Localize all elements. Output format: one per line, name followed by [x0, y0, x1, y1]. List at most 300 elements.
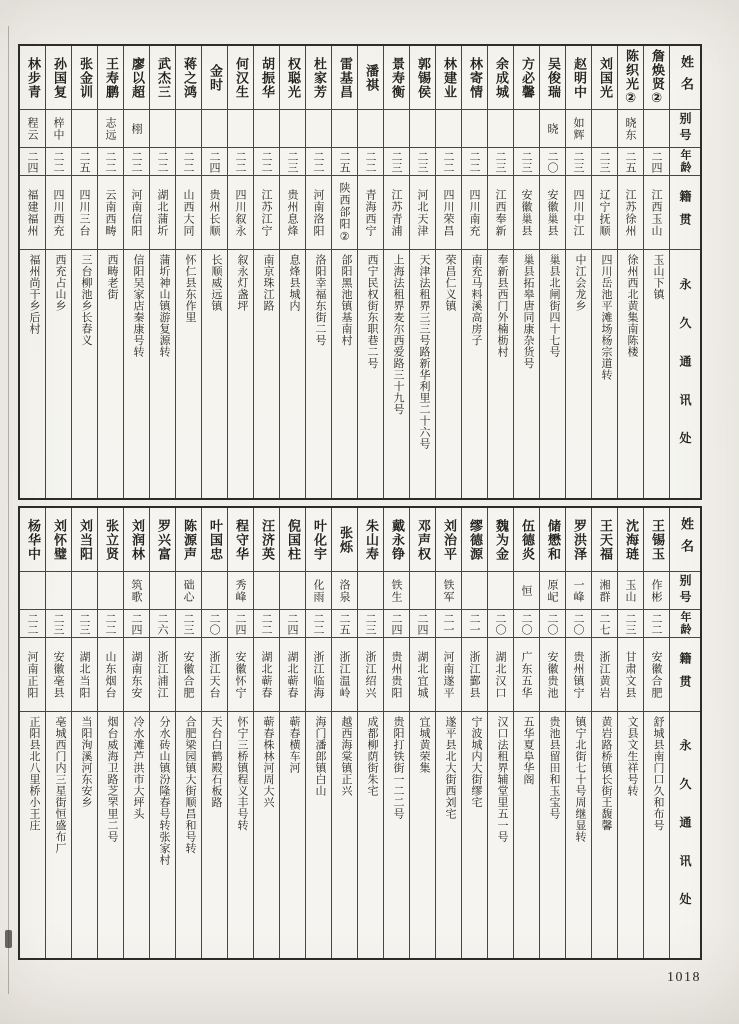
entry-origin: 湖南东安 — [124, 638, 149, 712]
entry-name: 杨华中 — [20, 508, 45, 572]
entry-alias: 一峰 — [566, 572, 591, 610]
entry-age: 二三 — [618, 610, 643, 638]
entry-origin: 福建福州 — [20, 176, 45, 250]
directory-entry-column — [358, 46, 384, 498]
entry-alias — [176, 110, 201, 148]
entry-age: 二三 — [176, 610, 201, 638]
directory-entry-column — [98, 46, 124, 498]
directory-entry-column — [306, 46, 332, 498]
entry-name: 詹焕贤② — [644, 46, 669, 110]
entry-age: 二四 — [280, 610, 305, 638]
entry-alias — [72, 572, 97, 610]
entry-alias — [462, 572, 487, 610]
directory-entry-column — [332, 508, 358, 958]
entry-address: 西畴老街 — [106, 254, 119, 300]
entry-name: 孙国复 — [46, 46, 71, 110]
header-alias-label: 别号 — [670, 572, 700, 610]
entry-alias: 化雨 — [306, 572, 331, 610]
entry-name: 叶化宇 — [306, 508, 331, 572]
entry-age: 二五 — [72, 148, 97, 176]
directory-entry-column — [566, 508, 592, 958]
header-address-label: 永久通讯处 — [678, 278, 692, 470]
entry-origin: 贵州长顺 — [202, 176, 227, 250]
entry-alias — [410, 572, 435, 610]
entry-origin: 湖北蒲圻 — [150, 176, 175, 250]
entry-alias — [46, 572, 71, 610]
entry-origin: 浙江黄岩 — [592, 638, 617, 712]
entry-address: 天台白鹤殿石板路 — [210, 716, 223, 808]
directory-entry-column — [176, 46, 202, 498]
entry-address: 蕲春横车河 — [288, 716, 301, 774]
entry-origin: 江苏江宁 — [254, 176, 279, 250]
page-number: 1018 — [667, 970, 701, 985]
entry-age: 二四 — [410, 610, 435, 638]
entry-origin: 江西奉新 — [488, 176, 513, 250]
entry-name: 罗洪泽 — [566, 508, 591, 572]
entry-age: 二四 — [202, 148, 227, 176]
entry-age: 二〇 — [488, 610, 513, 638]
entry-origin: 安徽怀宁 — [228, 638, 253, 712]
entry-name: 林步青 — [20, 46, 45, 110]
entry-address: 奉新县西门外楠枥村 — [496, 254, 509, 358]
directory-entry-column — [124, 508, 150, 958]
entry-address: 烟台威海卫路芝罘里二号 — [106, 716, 119, 843]
entry-name: 权聪光 — [280, 46, 305, 110]
directory-entry-column — [540, 46, 566, 498]
entry-address: 越西海棠镇正兴 — [340, 716, 353, 797]
entry-origin: 青海西宁 — [358, 176, 383, 250]
entry-alias — [410, 110, 435, 148]
entry-address: 黄岩路桥镇长街王馥馨 — [600, 716, 613, 831]
entry-name: 武杰三 — [150, 46, 175, 110]
entry-alias — [280, 572, 305, 610]
entry-address: 分水砖山镇汾隆春号转张家村 — [158, 716, 171, 866]
entry-origin: 河北天津 — [410, 176, 435, 250]
entry-address: 信阳吴家店秦康号转 — [132, 254, 145, 358]
directory-entry-column — [228, 46, 254, 498]
header-name-label: 姓名 — [670, 508, 700, 572]
entry-age: 二三 — [46, 610, 71, 638]
entry-alias — [20, 572, 45, 610]
entry-name: 杜家芳 — [306, 46, 331, 110]
directory-entry-column — [592, 508, 618, 958]
entry-alias — [306, 110, 331, 148]
entry-age: 二一 — [462, 610, 487, 638]
entry-origin: 四川荣昌 — [436, 176, 461, 250]
entry-origin: 安徽合肥 — [644, 638, 669, 712]
entry-origin: 贵州息烽 — [280, 176, 305, 250]
entry-address: 舒城县南门口久和布号 — [652, 716, 665, 831]
entry-alias — [332, 110, 357, 148]
entry-name: 雷基昌 — [332, 46, 357, 110]
entry-name: 余成城 — [488, 46, 513, 110]
header-address-label: 永久通讯处 — [678, 739, 692, 931]
entry-address: 当阳洵溪河东安乡 — [80, 716, 93, 808]
entry-alias: 恒 — [514, 572, 539, 610]
entry-age: 二一 — [436, 610, 461, 638]
entry-origin: 贵州贵阳 — [384, 638, 409, 712]
entry-origin: 广东五华 — [514, 638, 539, 712]
entry-address: 合肥梁园镇大街顺昌和号转 — [184, 716, 197, 854]
entry-address: 玉山下镇 — [652, 254, 665, 300]
entry-age: 二二 — [176, 148, 201, 176]
entry-alias: 原屺 — [540, 572, 565, 610]
entry-name: 王寿鹏 — [98, 46, 123, 110]
entry-name: 王锡玉 — [644, 508, 669, 572]
entry-alias: 晓 — [540, 110, 565, 148]
entry-alias: 筑歌 — [124, 572, 149, 610]
entry-origin: 湖北蕲春 — [254, 638, 279, 712]
directory-entry-column — [384, 46, 410, 498]
entry-alias: 作彬 — [644, 572, 669, 610]
entry-alias: 础心 — [176, 572, 201, 610]
entry-age: 二三 — [72, 610, 97, 638]
directory-entry-column — [436, 508, 462, 958]
header-origin-label: 籍贯 — [670, 638, 700, 712]
entry-address: 冷水滩芦洪市大坪头 — [132, 716, 145, 820]
entry-name: 刘当阳 — [72, 508, 97, 572]
entry-age: 二二 — [306, 610, 331, 638]
entry-alias: 栩 — [124, 110, 149, 148]
header-age-label: 年龄 — [670, 610, 700, 638]
entry-age: 二二 — [98, 148, 123, 176]
entry-name: 朱山寿 — [358, 508, 383, 572]
entry-age: 二四 — [644, 148, 669, 176]
directory-entry-column — [20, 508, 46, 958]
entry-address: 息烽县城内 — [288, 254, 301, 312]
entry-address: 海门潘郎镇白山 — [314, 716, 327, 797]
entry-name: 蒋之鸿 — [176, 46, 201, 110]
entry-alias — [488, 572, 513, 610]
entry-origin: 浙江浦江 — [150, 638, 175, 712]
entry-name: 陈源声 — [176, 508, 201, 572]
directory-entry-column — [410, 46, 436, 498]
entry-name: 赵明中 — [566, 46, 591, 110]
entry-age: 二三 — [592, 148, 617, 176]
entry-address: 四川岳池平滩场杨宗道转 — [600, 254, 613, 381]
entry-origin: 河南信阳 — [124, 176, 149, 250]
entry-name: 叶国忠 — [202, 508, 227, 572]
entry-alias: 洛泉 — [332, 572, 357, 610]
directory-entry-column — [150, 508, 176, 958]
entry-alias — [98, 572, 123, 610]
directory-entry-column — [202, 46, 228, 498]
entry-origin: 江苏青浦 — [384, 176, 409, 250]
entry-alias — [644, 110, 669, 148]
entry-name: 汪济英 — [254, 508, 279, 572]
entry-age: 二三 — [488, 148, 513, 176]
directory-entry-column — [150, 46, 176, 498]
entry-name: 刘怀璧 — [46, 508, 71, 572]
entry-name: 林建业 — [436, 46, 461, 110]
entry-origin: 四川三台 — [72, 176, 97, 250]
entry-alias — [202, 572, 227, 610]
entry-age: 二五 — [618, 148, 643, 176]
entry-address: 正阳县北八里桥小王庄 — [28, 716, 41, 831]
entry-address: 贵池县留田和玉宝号 — [548, 716, 561, 820]
entry-address: 长顺威远镇 — [210, 254, 223, 312]
entry-age: 二三 — [384, 148, 409, 176]
entry-age: 二二 — [254, 610, 279, 638]
entry-origin: 山西大同 — [176, 176, 201, 250]
directory-entry-column — [254, 508, 280, 958]
directory-entry-column — [436, 46, 462, 498]
entry-name: 景寿衡 — [384, 46, 409, 110]
entry-age: 二二 — [98, 610, 123, 638]
entry-origin: 湖北当阳 — [72, 638, 97, 712]
entry-alias — [254, 110, 279, 148]
entry-address: 中江会龙乡 — [574, 254, 587, 312]
entry-address: 怀宁三桥镇程义丰号转 — [236, 716, 249, 831]
entry-origin: 浙江天台 — [202, 638, 227, 712]
entry-alias: 秀峰 — [228, 572, 253, 610]
entry-address: 上海法租界麦尔西爱路三十九号 — [392, 254, 405, 415]
entry-origin: 安徽巢县 — [514, 176, 539, 250]
entry-alias — [150, 110, 175, 148]
entry-age: 二〇 — [202, 610, 227, 638]
entry-origin: 四川西充 — [46, 176, 71, 250]
entry-address: 徐州西北黄集南陈楼 — [626, 254, 639, 358]
entry-age: 二二 — [254, 148, 279, 176]
entry-age: 二二 — [436, 148, 461, 176]
entry-alias — [436, 110, 461, 148]
entry-origin: 陕西郃阳② — [332, 176, 357, 250]
entry-address: 蕲春株林河周大兴 — [262, 716, 275, 808]
directory-entry-column — [72, 508, 98, 958]
entry-name: 沈海琏 — [618, 508, 643, 572]
entry-address: 三台柳池乡长春义 — [80, 254, 93, 346]
entry-origin: 湖北蕲春 — [280, 638, 305, 712]
entry-address: 南京珠江路 — [262, 254, 275, 312]
entry-address: 贵阳打铁街一二二号 — [392, 716, 405, 820]
entry-age: 二二 — [228, 148, 253, 176]
entry-address: 福州尚干乡后村 — [28, 254, 41, 335]
scan-smudge-artifact — [5, 930, 12, 948]
entry-age: 二二 — [20, 610, 45, 638]
entry-name: 胡振华 — [254, 46, 279, 110]
entry-age: 二二 — [358, 148, 383, 176]
entry-origin: 甘肃文县 — [618, 638, 643, 712]
entry-address: 南充马料溪高房子 — [470, 254, 483, 346]
entry-origin: 湖北宜城 — [410, 638, 435, 712]
entry-name: 刘治平 — [436, 508, 461, 572]
directory-entry-column — [644, 46, 670, 498]
entry-alias: 志远 — [98, 110, 123, 148]
entry-age: 二三 — [514, 148, 539, 176]
entry-age: 二四 — [20, 148, 45, 176]
table-header-column — [670, 508, 700, 958]
entry-alias — [358, 110, 383, 148]
entry-age: 二二 — [150, 148, 175, 176]
entry-address: 亳城西门内三星街恒盛布厂 — [54, 716, 67, 854]
entry-origin: 安徽合肥 — [176, 638, 201, 712]
entry-origin: 安徽贵池 — [540, 638, 565, 712]
entry-name: 林寄情 — [462, 46, 487, 110]
header-origin-label: 籍贯 — [670, 176, 700, 250]
directory-entry-column — [384, 508, 410, 958]
entry-name: 金时 — [202, 46, 227, 110]
entry-age: 二二 — [124, 148, 149, 176]
entry-origin: 云南西畴 — [98, 176, 123, 250]
entry-alias: 铁生 — [384, 572, 409, 610]
entry-name: 郭锡侯 — [410, 46, 435, 110]
directory-entry-column — [98, 508, 124, 958]
entry-origin: 四川中江 — [566, 176, 591, 250]
directory-entry-column — [306, 508, 332, 958]
entry-age: 二三 — [410, 148, 435, 176]
entry-address: 西充占山乡 — [54, 254, 67, 312]
entry-origin: 浙江鄞县 — [462, 638, 487, 712]
directory-entry-column — [618, 508, 644, 958]
entry-age: 二三 — [358, 610, 383, 638]
entry-alias: 晓东 — [618, 110, 643, 148]
entry-name: 何汉生 — [228, 46, 253, 110]
entry-name: 倪国柱 — [280, 508, 305, 572]
entry-alias: 玉山 — [618, 572, 643, 610]
entry-origin: 安徽亳县 — [46, 638, 71, 712]
header-name-label: 姓名 — [670, 46, 700, 110]
header-alias-label: 别号 — [670, 110, 700, 148]
entry-address: 西宁民权街东职巷二号 — [366, 254, 379, 369]
entry-age: 二〇 — [540, 148, 565, 176]
entry-age: 二六 — [150, 610, 175, 638]
entry-origin: 江西玉山 — [644, 176, 669, 250]
entry-name: 程守华 — [228, 508, 253, 572]
entry-name: 刘润林 — [124, 508, 149, 572]
entry-origin: 湖北汉口 — [488, 638, 513, 712]
entry-origin: 四川南充 — [462, 176, 487, 250]
directory-entry-column — [46, 46, 72, 498]
entry-age: 二五 — [332, 610, 357, 638]
table-header-column — [670, 46, 700, 498]
entry-name: 魏为金 — [488, 508, 513, 572]
directory-entry-column — [72, 46, 98, 498]
entry-age: 二三 — [280, 148, 305, 176]
entry-origin: 河南遂平 — [436, 638, 461, 712]
entry-origin: 四川叙永 — [228, 176, 253, 250]
entry-age: 二二 — [644, 610, 669, 638]
directory-entry-column — [202, 508, 228, 958]
directory-entry-column — [228, 508, 254, 958]
entry-name: 吴俊瑞 — [540, 46, 565, 110]
entry-age: 二五 — [332, 148, 357, 176]
entry-name: 缪德源 — [462, 508, 487, 572]
entry-age: 二四 — [124, 610, 149, 638]
entry-address: 蒲圻神山镇游复源转 — [158, 254, 171, 358]
entry-address: 叙永灯盏坪 — [236, 254, 249, 312]
entry-age: 二〇 — [566, 610, 591, 638]
entry-alias — [358, 572, 383, 610]
entry-alias — [280, 110, 305, 148]
entry-name: 方必馨 — [514, 46, 539, 110]
directory-entry-column — [280, 46, 306, 498]
entry-origin: 浙江温岭 — [332, 638, 357, 712]
entry-name: 陈织光② — [618, 46, 643, 110]
entry-address: 文县文生祥号转 — [626, 716, 639, 797]
entry-name: 刘国光 — [592, 46, 617, 110]
directory-entry-column — [462, 46, 488, 498]
entry-alias — [202, 110, 227, 148]
directory-entry-column — [46, 508, 72, 958]
entry-address: 郃阳黑池镇基南村 — [340, 254, 353, 346]
directory-entry-column — [410, 508, 436, 958]
entry-name: 廖以超 — [124, 46, 149, 110]
entry-name: 邓声权 — [410, 508, 435, 572]
directory-entry-column — [488, 46, 514, 498]
entry-origin: 安徽巢县 — [540, 176, 565, 250]
entry-address: 怀仁县东作里 — [184, 254, 197, 323]
entry-age: 二〇 — [514, 610, 539, 638]
directory-entry-column — [462, 508, 488, 958]
entry-address: 天津法租界三三号路新华利里二十六号 — [418, 254, 431, 450]
entry-address: 荣昌仁义镇 — [444, 254, 457, 312]
entry-age: 二七 — [592, 610, 617, 638]
directory-entry-column — [124, 46, 150, 498]
directory-entry-column — [514, 46, 540, 498]
entry-age: 二二 — [306, 148, 331, 176]
entry-age: 二四 — [384, 610, 409, 638]
entry-alias: 梓中 — [46, 110, 71, 148]
scan-edge-artifact — [8, 26, 9, 994]
directory-entry-column — [540, 508, 566, 958]
entry-name: 戴永铮 — [384, 508, 409, 572]
directory-entry-column — [592, 46, 618, 498]
entry-alias — [488, 110, 513, 148]
directory-entry-column — [514, 508, 540, 958]
entry-origin: 辽宁抚顺 — [592, 176, 617, 250]
entry-address: 宜城黄荣集 — [418, 716, 431, 774]
entry-name: 张金训 — [72, 46, 97, 110]
directory-entry-column — [566, 46, 592, 498]
entry-alias: 湘群 — [592, 572, 617, 610]
entry-age: 二二 — [46, 148, 71, 176]
entry-alias — [150, 572, 175, 610]
entry-alias — [384, 110, 409, 148]
directory-entry-column — [332, 46, 358, 498]
entry-alias — [228, 110, 253, 148]
entry-age: 二三 — [566, 148, 591, 176]
entry-origin: 河南正阳 — [20, 638, 45, 712]
directory-entry-column — [20, 46, 46, 498]
entry-origin: 山东烟台 — [98, 638, 123, 712]
entry-name: 罗兴富 — [150, 508, 175, 572]
entry-address: 巢县拓皋唐同康杂货号 — [522, 254, 535, 369]
entry-origin: 浙江绍兴 — [358, 638, 383, 712]
directory-table-top — [18, 44, 702, 500]
entry-origin: 浙江临海 — [306, 638, 331, 712]
entry-name: 伍德炎 — [514, 508, 539, 572]
entry-name: 张立贤 — [98, 508, 123, 572]
entry-origin: 河南洛阳 — [306, 176, 331, 250]
header-age-label: 年龄 — [670, 148, 700, 176]
entry-address: 宁波城内大街缪宅 — [470, 716, 483, 808]
entry-address: 汉口法租界辅堂里五一号 — [496, 716, 509, 843]
directory-entry-column — [358, 508, 384, 958]
entry-address: 巢县北闸街四十七号 — [548, 254, 561, 358]
directory-entry-column — [644, 508, 670, 958]
entry-name: 储懋和 — [540, 508, 565, 572]
entry-address: 遂平县北大街西刘宅 — [444, 716, 457, 820]
directory-entry-column — [176, 508, 202, 958]
directory-entry-column — [254, 46, 280, 498]
entry-alias — [592, 110, 617, 148]
entry-alias: 如辉 — [566, 110, 591, 148]
entry-alias — [254, 572, 279, 610]
entry-address: 镇宁北街七十号周继显转 — [574, 716, 587, 843]
entry-alias: 铁军 — [436, 572, 461, 610]
entry-address: 五华夏阜华阁 — [522, 716, 535, 785]
entry-age: 二二 — [462, 148, 487, 176]
